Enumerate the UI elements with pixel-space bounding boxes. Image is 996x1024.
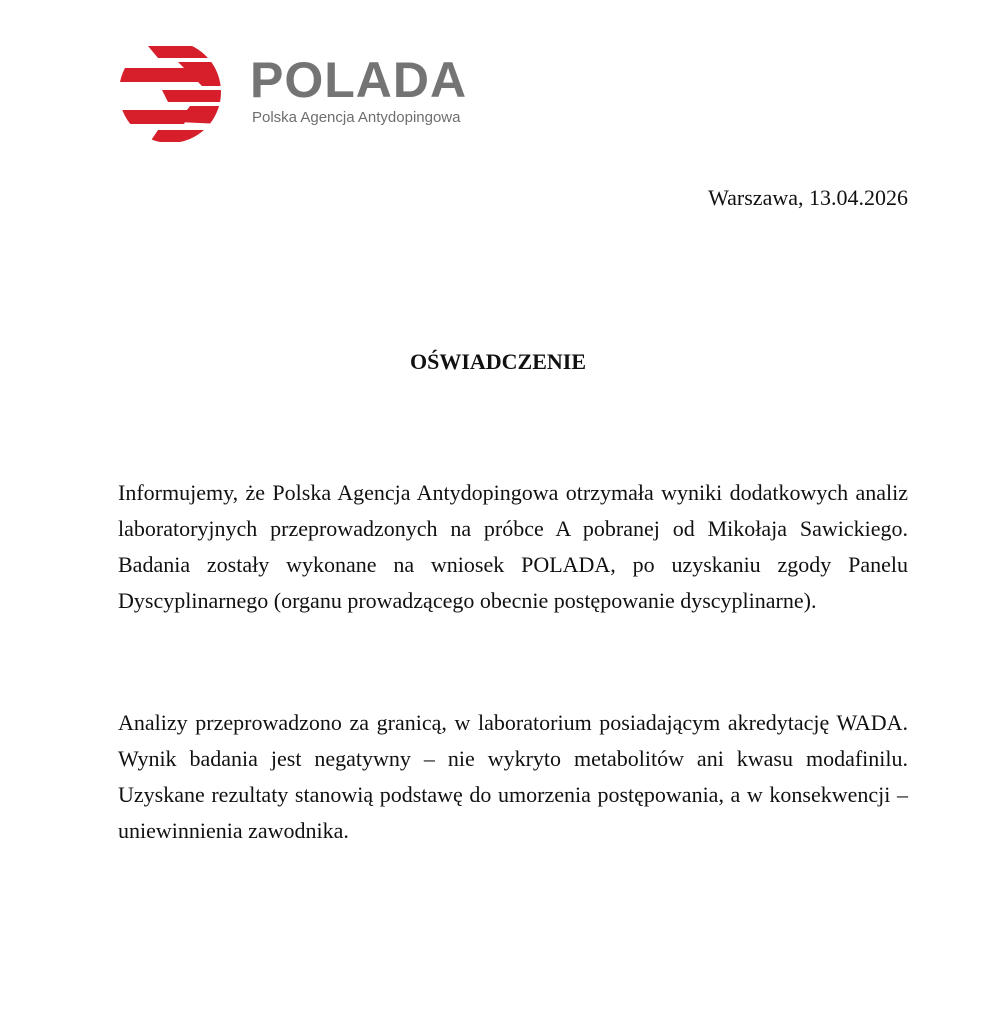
polada-logo bbox=[118, 40, 498, 146]
emblem-band-3 bbox=[162, 90, 222, 102]
paragraph-2: Analizy przeprowadzono za granicą, w laboratorium posiadającym akredytację WADA. Wynik badania jest negatywny – nie wykryto metabolitów ani kwasu modafinilu. Uzyskane rezultaty stanowią podstawę do umorzenia postępowania, a w konsekwencji – uniewinnienia zawodnika. bbox=[118, 710, 908, 843]
paragraph-1: Informujemy, że Polska Agencja Antydopingowa otrzymała wyniki dodatkowych analiz laboratoryjnych przeprowadzonych na próbce A pobranej od Mikołaja Sawickiego. Badania zostały wykonane na wniosek POLADA, po uzyskaniu zgody Panelu Dyscyplinarnego (organu prowadzącego obecnie postępowanie dyscyplinarne). bbox=[118, 480, 908, 613]
document-title: OŚWIADCZENIE bbox=[409, 349, 587, 374]
place-date: Warszawa, 13.04.2026 bbox=[708, 185, 908, 210]
logo-name: POLADA bbox=[250, 52, 468, 108]
emblem-band-1 bbox=[148, 46, 212, 58]
polada-emblem-icon bbox=[118, 40, 222, 144]
emblem-band-5 bbox=[150, 130, 214, 142]
logo-subtitle: Polska Agencja Antydopingowa bbox=[252, 109, 461, 126]
